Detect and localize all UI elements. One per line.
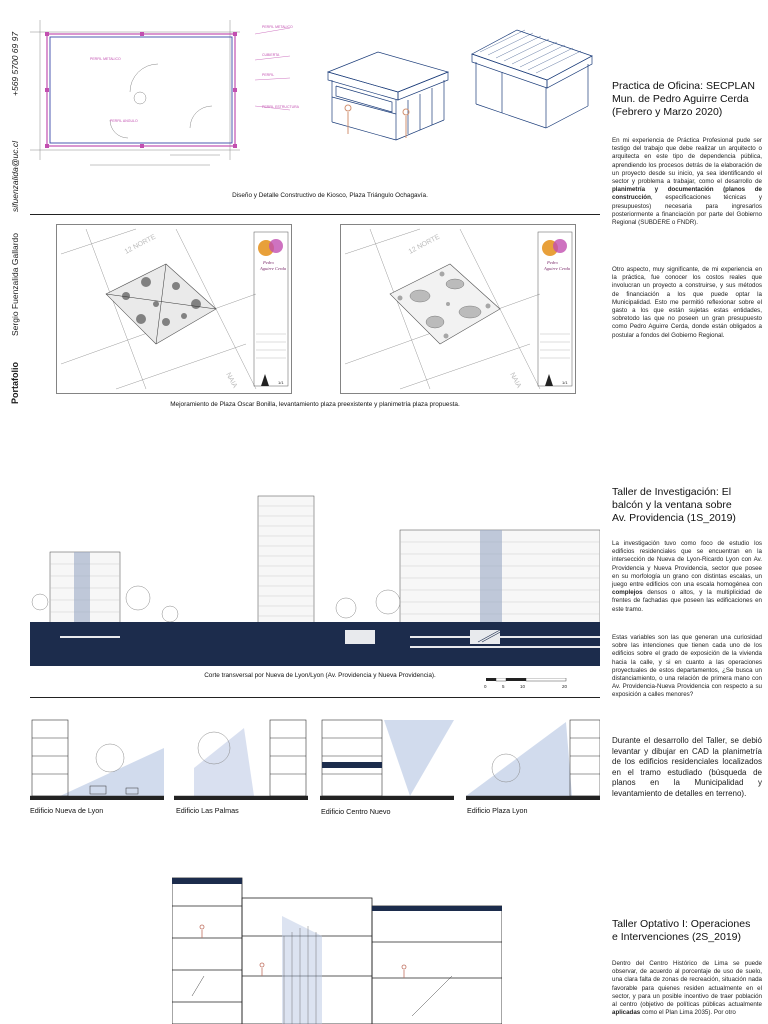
section2-title-line: balcón y la ventana sobre [612, 499, 732, 511]
svg-text:PERFIL: PERFIL [262, 73, 275, 77]
svg-text:1/1: 1/1 [278, 380, 284, 385]
kiosk-isometric-closed [462, 24, 602, 134]
svg-text:Aguirre Cerda: Aguirre Cerda [260, 266, 287, 271]
section3-paragraph-1 [612, 960, 762, 1024]
kiosk-plan-drawing [30, 20, 330, 170]
lima-building-section [172, 876, 502, 1024]
portfolio-label: Portafolio [10, 362, 20, 404]
section2-paragraph-2: Estas variables son las que generan una curiosidad sobre las intenciones que tienen cada uno de los edificios sobre el grado de exposición de la vivienda hacia la calle, y si en cuanto a las operaciones proyectuales de estos departamentos, ¿Se busca un distanciamiento, o una relación de primera mano con Av. Providencia-Nueva Providencia con respecto a su exposición a calles menores? [612, 634, 762, 699]
text-bold: complejos [612, 589, 643, 597]
caption-plaza: Mejoramiento de Plaza Oscar Bonilla, levantamiento plaza preexistente y planimetría plaza propuesta. [170, 401, 460, 408]
email: sifuenzalida@uc.cl [10, 141, 20, 212]
street-section-drawing [30, 490, 600, 670]
svg-text:NAIA: NAIA [224, 371, 239, 390]
section3-title-line: Taller Optativo I: Operaciones [612, 918, 751, 930]
section1-paragraph-1 [612, 137, 762, 227]
building-section-plaza-lyon [466, 718, 600, 800]
plaza-proposed-plan [340, 224, 576, 394]
text-span: La investigación tuvo como foco de estudio los edificios residenciales que se encuentran en la intersección de Nueva de Lyon-Ricardo Lyon con Av. Providencia y Nueva Providencia, sector que posee en su morfología un grano con distintas escalas, un juego entre edificios con una escala homogénea con [612, 540, 762, 589]
svg-text:Pedro: Pedro [547, 260, 558, 265]
text-span: En mi experiencia de Práctica Profesional pude ser testigo del trabajo que debe realizar un arquitecto o arquitecta en este tipo de dependencia pública, aprendiendo los procesos detrás de la elaboración de un proyecto desde su inicio, ya sea identificando el sector y problema a trabajar, como el desarrollo de [612, 137, 762, 186]
svg-text:Aguirre Cerda: Aguirre Cerda [544, 266, 571, 271]
kiosk-isometric-open [318, 42, 458, 142]
scale-labels [484, 684, 574, 692]
building-label-las-palmas: Edificio Las Palmas [176, 806, 239, 815]
scale-label: 5 [502, 684, 505, 689]
building-label-plaza-lyon: Edificio Plaza Lyon [467, 806, 528, 815]
divider-2 [30, 697, 600, 698]
svg-text:1/1: 1/1 [562, 380, 568, 385]
section2-paragraph-3: Durante el desarrollo del Taller, se debió levantar y dibujar en CAD la planimetría de los edificios residenciales localizados en el tramo estudiado (búsqueda de planos en la Municipalidad y levantamiento de detalles en terreno). [612, 736, 762, 798]
text-bold: aplicadas [612, 1009, 641, 1017]
plaza-existing-plan [56, 224, 292, 394]
section2-paragraph-1 [612, 540, 762, 614]
building-label-nueva-de-lyon: Edificio Nueva de Lyon [30, 806, 104, 815]
text-span: como el Plan Lima 2035). Por otro [640, 1009, 736, 1017]
divider-1 [30, 214, 600, 215]
svg-text:CUBIERTA: CUBIERTA [262, 53, 280, 57]
building-section-nueva-de-lyon [30, 718, 164, 800]
section2-title [612, 486, 762, 525]
text-bold: planimetría y documentación (planos de construcción [612, 186, 762, 202]
author-name: Sergio Fuenzalida Gallardo [10, 232, 20, 336]
building-section-las-palmas [174, 718, 308, 800]
section1-title-line: (Febrero y Marzo 2020) [612, 106, 723, 118]
scale-label: 0 [484, 684, 487, 689]
section1-title-line: Mun. de Pedro Aguirre Cerda [612, 93, 749, 105]
svg-text:NAIA: NAIA [508, 371, 523, 390]
section3-title-line: e Intervenciones (2S_2019) [612, 931, 741, 943]
svg-text:Pedro: Pedro [263, 260, 274, 265]
scale-label: 20 [562, 684, 568, 689]
caption-section: Corte transversal por Nueva de Lyon/Lyon (Av. Providencia y Nueva Providencia). [204, 672, 436, 679]
svg-text:12 NORTE: 12 NORTE [407, 233, 442, 256]
svg-text:PERFIL ANGULO: PERFIL ANGULO [110, 119, 138, 123]
text-span: densos o altos, y la multiplicidad de frentes de fachadas que poseen las edificaciones en este tramo. [612, 589, 762, 613]
building-label-centro-nuevo: Edificio Centro Nuevo [321, 807, 391, 816]
text-span: , especificaciones técnicas y presupuestos) necesaria para ingresarlos posteriormente a financiación por parte del Gobierno Regional (SUBDERE o FNDR). [612, 194, 762, 227]
section2-title-line: Taller de Investigación: El [612, 486, 732, 498]
section1-title [612, 80, 762, 119]
section1-paragraph-2: Otro aspecto, muy significante, de mi experiencia en la práctica, fue conocer los costos reales que involucran un proyecto a construirse, y sus métodos de financiación a los que puede optar la Municipalidad. Esto me permitió reflexionar sobre el gasto a los que están sujetas estas entidades, sobretodo las que no poseen un gran presupuesto como Pedro Aguirre Cerda, donde están obligados a postular a fondos del Gobierno Regional. [612, 266, 762, 339]
scale-label: 10 [520, 684, 526, 689]
svg-text:PERFIL METALICO: PERFIL METALICO [262, 25, 293, 29]
section1-title-line: Practica de Oficina: SECPLAN [612, 80, 755, 92]
building-section-centro-nuevo [320, 718, 454, 802]
caption-kiosk: Diseño y Detalle Constructivo de Kiosco, Plaza Triángulo Ochagavía. [232, 192, 428, 199]
svg-text:12 NORTE: 12 NORTE [123, 233, 158, 256]
svg-text:PERFIL ESTRUCTURA: PERFIL ESTRUCTURA [262, 105, 300, 109]
text-span: Dentro del Centro Histórico de Lima se puede observar, de acuerdo al porcentaje de uso de suelo, una clara falta de zonas de recreación, situación nada favorable para quienes residen actualmente en el sector, y para un posible incentivo de traer población al centro (objetivo de políticas públicas actualmente [612, 960, 762, 1009]
section2-title-line: Av. Providencia (1S_2019) [612, 512, 736, 524]
section3-title [612, 918, 764, 944]
phone-number: +569 5700 69 97 [10, 31, 20, 96]
svg-text:PERFIL METALICO: PERFIL METALICO [90, 57, 121, 61]
